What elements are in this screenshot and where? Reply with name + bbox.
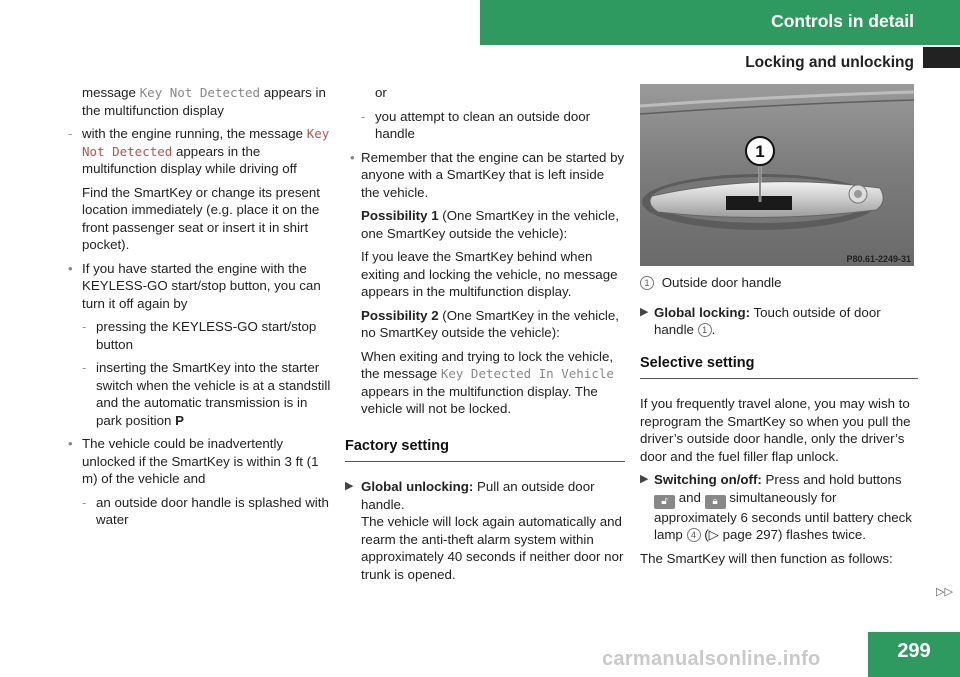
selective-setting-heading: Selective setting xyxy=(640,355,918,380)
column-2 xyxy=(345,84,625,583)
possibility-label: Possibility 1 xyxy=(361,208,439,223)
callout-number-icon: 1 xyxy=(640,276,654,290)
bullet-marker: • xyxy=(68,436,73,451)
text: message xyxy=(82,85,140,100)
subsection-title: Locking and unlocking xyxy=(745,54,914,71)
bullet-item xyxy=(60,435,332,488)
text: Touch outside of door handle xyxy=(654,304,881,337)
text: Press and hold buttons xyxy=(761,472,902,487)
watermark: carmanualsonline.info xyxy=(602,648,821,670)
paragraph: The SmartKey will then function as follows: xyxy=(640,550,893,566)
text: (One SmartKey in the vehicle, no SmartKey outside the vehicle): xyxy=(361,307,619,340)
text: . xyxy=(711,322,716,337)
text: and xyxy=(675,489,705,505)
instruction-label: Switching on/off: xyxy=(654,472,762,487)
text: inserting the SmartKey into the starter switch when the vehicle is at a standstill and the automatic transmission is in park position xyxy=(96,360,331,428)
arrow-icon: ▶ xyxy=(640,305,649,318)
factory-setting-heading: Factory setting xyxy=(345,438,625,463)
arrow-icon: ▶ xyxy=(345,480,354,492)
lamp-number-icon: 4 xyxy=(687,528,701,542)
door-handle-photo xyxy=(640,84,914,266)
instruction-global-unlocking xyxy=(345,478,625,583)
instruction-label: Global locking: xyxy=(654,304,751,320)
dash-marker: - xyxy=(82,319,87,334)
text: with the engine running, the message xyxy=(82,126,307,141)
text: If you have started the engine with the KEYLESS-GO start/stop button, you can turn it off again by xyxy=(82,260,321,311)
instruction-switching xyxy=(640,471,918,544)
photo-caption xyxy=(640,274,918,292)
list-item xyxy=(74,359,332,429)
thumb-tab xyxy=(923,47,960,68)
column-3 xyxy=(640,274,918,573)
text: ( xyxy=(700,527,709,542)
bullet-item xyxy=(60,260,332,313)
text: (One SmartKey in the vehicle, one SmartKey outside the vehicle): xyxy=(361,208,619,241)
possibility-label: Possibility 2 xyxy=(361,307,439,323)
photo-code: P80.61-2249-31 xyxy=(846,254,911,264)
text: Remember that the engine can be started by anyone with a SmartKey that is left inside the vehicle. xyxy=(361,149,625,200)
text: appears in the multifunction display. The vehicle will not be locked. xyxy=(361,383,598,416)
text: simultaneously for approximately 6 seconds until battery check lamp xyxy=(654,489,912,542)
text: you attempt to clean an outside door handle xyxy=(375,108,591,141)
list-item xyxy=(74,318,332,353)
display-message: Key Detected In Vehicle xyxy=(440,366,614,381)
dash-marker: - xyxy=(68,126,73,141)
door-handle-illustration xyxy=(640,84,914,266)
list-item xyxy=(60,125,332,178)
text: When exiting and trying to lock the vehicle, the message xyxy=(361,348,614,381)
dash-marker: - xyxy=(82,494,87,510)
text: Pull an outside door handle. xyxy=(361,479,595,512)
dash-marker: - xyxy=(361,108,366,124)
callout-number: 1 xyxy=(755,142,765,161)
continue-arrow-icon: ▷▷ xyxy=(936,586,953,598)
text: pressing the KEYLESS-GO start/stop button xyxy=(96,319,317,352)
unlock-button-icon: 🔓︎ xyxy=(654,495,675,509)
or-text: or xyxy=(375,85,387,100)
bullet-marker: • xyxy=(350,149,355,165)
dash-marker: - xyxy=(82,360,87,375)
paragraph-key-detected xyxy=(345,348,625,418)
arrow-icon: ▶ xyxy=(640,473,649,485)
bullet-item xyxy=(345,149,625,202)
possibility-1 xyxy=(345,207,625,242)
page-ref-arrow-icon: ▷ xyxy=(708,527,723,542)
list-item xyxy=(345,108,625,143)
column-1 xyxy=(60,84,332,529)
text: The vehicle could be inadvertently unlocked if the SmartKey is within 3 ft (1 m) of the vehicle and xyxy=(82,436,319,486)
section-title: Controls in detail xyxy=(771,11,914,31)
display-message: Key Not Detected xyxy=(139,85,261,100)
text: appears in the multifunction display while driving off xyxy=(82,143,297,176)
park-position: P xyxy=(175,412,184,428)
instruction-global-locking xyxy=(640,304,918,339)
text: an outside door handle is splashed with water xyxy=(96,494,329,527)
paragraph-key-not-detected xyxy=(60,84,332,119)
section-header-bar xyxy=(480,0,960,45)
text: The vehicle will lock again automatically and rearm the anti-theft alarm system within approximately 40 seconds if neither door nor trunk is opened. xyxy=(361,514,624,582)
bullet-marker: • xyxy=(68,260,73,276)
display-message: Key Not Detected xyxy=(82,126,330,159)
paragraph: Find the SmartKey or change its present location immediately (e.g. place it on the front passenger seat or insert it in shirt pocket). xyxy=(82,184,320,252)
page-reference[interactable]: page 297 xyxy=(722,527,779,542)
callout-number-icon: 1 xyxy=(698,323,712,337)
instruction-label: Global unlocking: xyxy=(361,479,474,494)
possibility-2 xyxy=(345,307,625,342)
paragraph: If you frequently travel alone, you may wish to reprogram the SmartKey so when you pull the driver’s outside door handle, only the driver’s door and the fuel filler flap unlock. xyxy=(640,396,911,464)
text: appears in the multifunction display xyxy=(82,85,326,118)
text: ) flashes twice. xyxy=(778,527,866,542)
page-number: 299 xyxy=(897,640,931,662)
list-item xyxy=(74,494,332,529)
caption-text: Outside door handle xyxy=(661,275,782,290)
page-number-box xyxy=(868,632,960,677)
paragraph: If you leave the SmartKey behind when exiting and locking the vehicle, no message appears in the multifunction display. xyxy=(361,249,618,299)
lock-button-icon: 🔒︎ xyxy=(705,495,726,509)
